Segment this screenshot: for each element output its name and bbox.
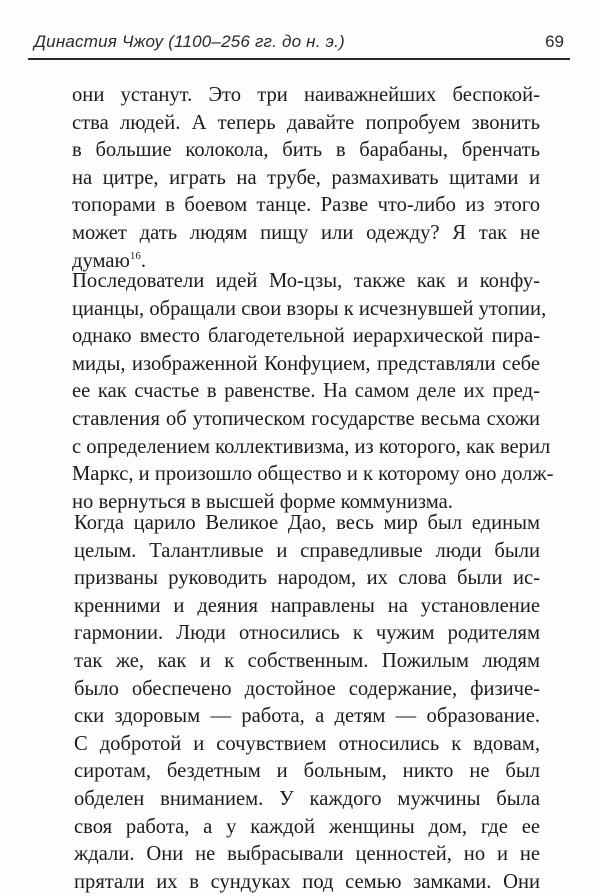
paragraph-2	[72, 268, 554, 516]
quote-line: целым. Талантливые и справедливые люди были	[74, 539, 540, 562]
quote-line: сиротам, бездетным и больным, никто не был	[74, 760, 540, 783]
text-line: ставления об утопическом государстве весьма схожи	[72, 407, 540, 430]
quote-line: ски здоровым — работа, а детям — образование.	[74, 705, 540, 728]
text-line: однако вместо благодетельной иерархической пира-	[72, 325, 540, 348]
footnote-marker[interactable]: 16	[129, 249, 141, 262]
quote-line: гармонии. Люди относились к чужим родителям	[74, 622, 540, 645]
text-line: миды, изображенной Конфуцием, представляли себе	[72, 352, 540, 375]
text-line: Последователи идей Мо-цзы, также как и конфу-	[72, 270, 540, 292]
quote-line: кренними и деяния направлены на установление	[74, 594, 540, 617]
text-line: ства людей. А теперь давайте попробуем звонить	[72, 111, 540, 134]
chapter-title: Династия Чжоу (1100–256 гг. до н. э.)	[34, 32, 345, 51]
quote-line: С добротой и сочувствием относились к вдовам,	[74, 732, 540, 755]
paragraph-1	[72, 82, 540, 275]
quote-line: своя работа, а у каждой женщины дом, где ее	[74, 815, 540, 838]
quote-line: было обеспечено достойное содержание, физиче-	[74, 677, 540, 700]
text-line: топорами в боевом танце. Разве что-либо из этого	[72, 194, 540, 217]
text-line: на цитре, играть на трубе, размахивать щитами и	[72, 166, 540, 189]
text-line: в большие колокола, бить в барабаны, бренчать	[72, 139, 540, 162]
quote-line: обделен вниманием. У каждого мужчины была	[74, 787, 540, 810]
text-line: может дать людям пищу или одежду? Я так не	[72, 221, 540, 244]
last-word: думаю	[72, 249, 130, 272]
text-line: Маркс, и произошло общество и к которому оно долж-	[72, 463, 554, 486]
text-line: цианцы, обращали свои взоры к исчезнувшей утопии,	[72, 297, 547, 320]
quote-line: прятали их в сундуках под семью замками. Они	[74, 870, 540, 893]
block-quote	[74, 510, 540, 896]
page-number: 69	[545, 32, 564, 51]
quote-line: призваны руководить народом, их слова были ис-	[74, 567, 540, 590]
running-header	[28, 30, 570, 60]
sentence-end: .	[140, 249, 147, 272]
text-line: они устанут. Это три наиважнейших беспокой-	[72, 84, 540, 106]
text-line: но вернуться в высшей форме коммунизма.	[72, 490, 453, 513]
quote-line: Когда царило Великое Дао, весь мир был единым	[74, 512, 540, 534]
quote-line: так же, как и к собственным. Пожилым людям	[74, 649, 540, 672]
text-line: с определением коллективизма, из которого, как верил	[72, 435, 551, 458]
quote-line: ждали. Они не выбрасывали ценностей, но и не	[74, 843, 540, 866]
text-line: ее как счастье в равенстве. На самом деле их пред-	[72, 380, 540, 403]
